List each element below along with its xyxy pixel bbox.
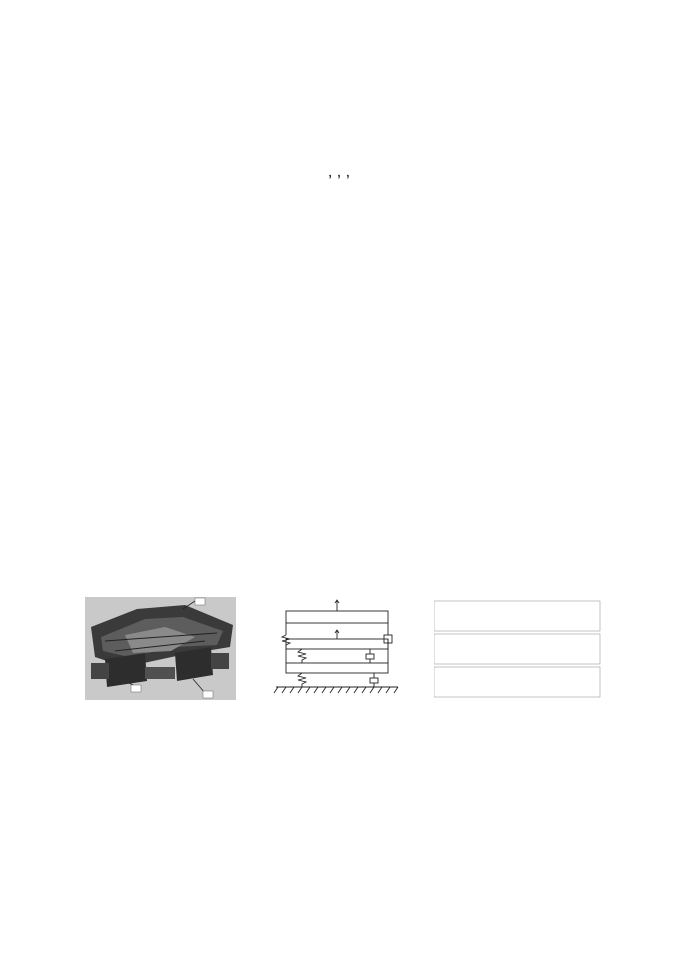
author-list: , , , xyxy=(327,163,351,181)
figure-virtual-model xyxy=(85,597,236,700)
author-emails xyxy=(0,208,678,223)
dynamic-model-diagram xyxy=(262,597,412,701)
figure-dynamic-model xyxy=(262,597,412,701)
virtual-model-render xyxy=(85,597,236,700)
trajectory-plots xyxy=(434,599,602,699)
figure-trajectories xyxy=(434,599,602,699)
